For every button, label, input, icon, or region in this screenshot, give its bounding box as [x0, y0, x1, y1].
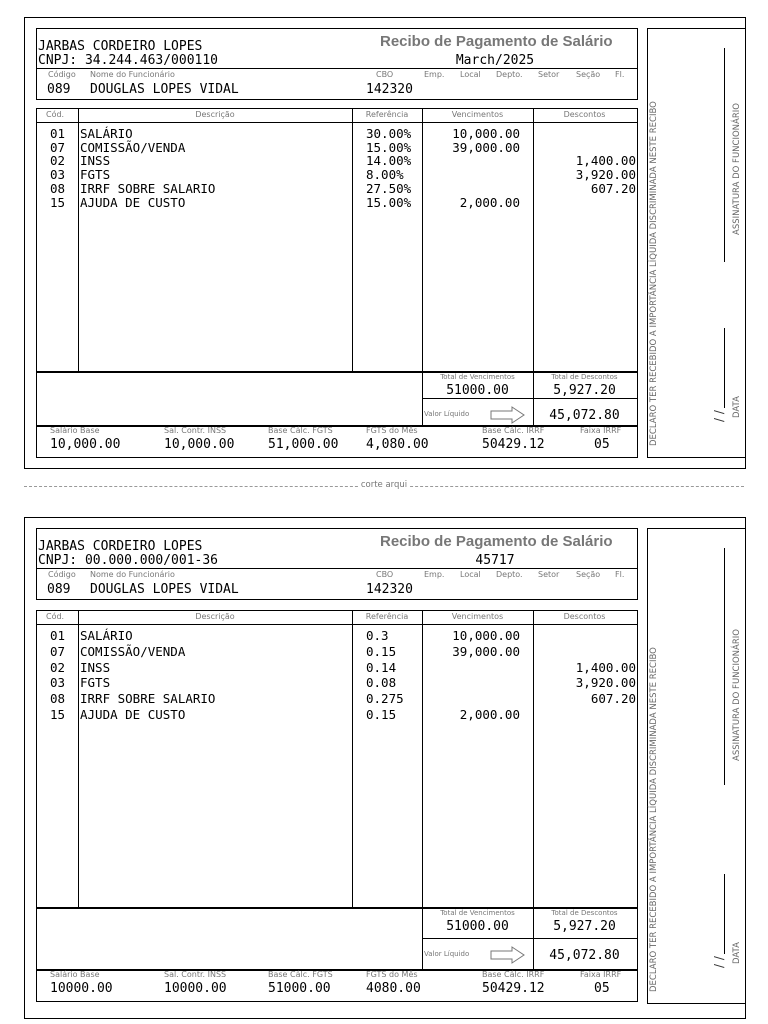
item-cod: 08 — [50, 180, 66, 196]
cut-label — [0, 480, 768, 490]
col-cod: Cód. — [46, 612, 65, 621]
items-column-rule — [533, 610, 534, 907]
cut-label-text: corte arqui — [360, 480, 408, 490]
item-referencia: 14.00% — [366, 153, 412, 169]
label-valor-liquido: Valor Líquido — [424, 410, 470, 418]
col-descricao: Descrição — [195, 110, 235, 119]
header-divider — [36, 68, 637, 69]
item-desconto — [535, 628, 636, 641]
employee-code: 089 — [47, 82, 71, 97]
declaro-text: DECLARO TER RECEBIDO A IMPORTÂNCIA LÍQUIDA DISCRIMINADA NESTE RECIBO — [649, 101, 659, 446]
totals-divider — [422, 398, 637, 399]
item-desconto: 1,400.00 — [575, 153, 636, 169]
declaro-text: DECLARO TER RECEBIDO A IMPORTÂNCIA LÍQUIDA DISCRIMINADA NESTE RECIBO — [649, 647, 659, 992]
item-desconto: 3,920.00 — [575, 167, 636, 183]
items-header-divider — [36, 122, 637, 123]
base-calc-fgts: 51,000.00 — [268, 437, 339, 452]
receipt-title: Recibo de Pagamento de Salário — [380, 533, 613, 550]
items-column-rule — [422, 108, 423, 371]
receipt-title: Recibo de Pagamento de Salário — [380, 33, 613, 50]
col-descricao: Descrição — [195, 612, 235, 621]
col-descontos: Descontos — [563, 110, 606, 119]
base-row-frame — [36, 969, 638, 1002]
arrow-right-icon — [490, 406, 526, 424]
items-column-rule — [352, 108, 353, 371]
item-descricao: FGTS — [80, 675, 111, 691]
item-desconto: 1,400.00 — [575, 659, 636, 675]
item-vencimento: 39,000.00 — [452, 139, 520, 155]
label-codigo: Código — [48, 570, 76, 579]
total-descontos: 5,927.20 — [553, 383, 616, 398]
pay-period: 45717 — [475, 553, 515, 568]
item-vencimento — [424, 660, 520, 673]
item-vencimento — [424, 167, 520, 180]
label-salario-base: Salário Base — [50, 970, 100, 979]
employee-code: 089 — [47, 582, 71, 597]
items-column-rule — [533, 108, 534, 371]
item-descricao: COMISSÃO/VENDA — [80, 139, 186, 155]
fgts-mes: 4,080.00 — [366, 437, 429, 452]
item-desconto — [535, 126, 636, 139]
item-referencia: 0.15 — [366, 707, 397, 722]
item-desconto: 3,920.00 — [575, 675, 636, 691]
valor-liquido: 45,072.80 — [549, 948, 620, 963]
total-descontos: 5,927.20 — [553, 919, 616, 934]
item-cod: 15 — [50, 194, 66, 210]
label-codigo: Código — [48, 70, 76, 79]
label-emp: Emp. — [424, 70, 445, 79]
employee-name: DOUGLAS LOPES VIDAL — [90, 582, 239, 597]
item-desconto — [535, 644, 636, 657]
label-base-calc-fgts: Base Cálc. FGTS — [268, 426, 333, 435]
col-vencimentos: Vencimentos — [451, 612, 504, 621]
label-cbo: CBO — [376, 70, 394, 79]
date-slashes: / / — [712, 410, 726, 422]
employee-name: DOUGLAS LOPES VIDAL — [90, 82, 239, 97]
item-cod: 02 — [50, 153, 66, 169]
label-valor-liquido: Valor Líquido — [424, 950, 470, 958]
item-descricao: INSS — [80, 659, 111, 675]
label-setor: Setor — [538, 570, 560, 579]
item-cod: 01 — [50, 628, 66, 643]
col-referencia: Referência — [365, 612, 409, 621]
item-descricao: SALÁRIO — [80, 126, 133, 141]
employee-cbo: 142320 — [366, 82, 413, 97]
base-calc-irrf: 50429.12 — [482, 437, 545, 452]
item-cod: 02 — [50, 659, 66, 675]
sal-contr-inss: 10000.00 — [164, 981, 227, 996]
item-cod: 01 — [50, 126, 66, 141]
cnpj: CNPJ: 00.000.000/001-36 — [38, 553, 219, 568]
label-total-venc: Total de Vencimentos — [440, 909, 515, 917]
faixa-irrf: 05 — [594, 437, 610, 452]
item-vencimento — [424, 691, 520, 704]
faixa-irrf: 05 — [594, 981, 610, 996]
item-descricao: IRRF SOBRE SALARIO — [80, 691, 216, 707]
item-desconto — [535, 140, 636, 153]
data-label: DATA — [732, 942, 742, 964]
totals-divider — [422, 938, 637, 939]
label-cbo: CBO — [376, 570, 394, 579]
item-referencia: 30.00% — [366, 126, 412, 141]
label-sal-contr-inss: Sal. Contr. INSS — [164, 970, 227, 979]
label-depto: Depto. — [496, 70, 523, 79]
item-referencia: 0.08 — [366, 675, 397, 691]
signature-panel-frame — [647, 28, 746, 458]
label-faixa-irrf: Faixa IRRF — [580, 426, 622, 435]
assinatura-label: ASSINATURA DO FUNCIONÁRIO — [732, 103, 742, 236]
item-descricao: COMISSÃO/VENDA — [80, 643, 186, 659]
item-desconto — [535, 707, 636, 720]
items-column-rule — [78, 108, 79, 371]
label-salario-base: Salário Base — [50, 426, 100, 435]
item-cod: 03 — [50, 167, 66, 183]
item-referencia: 8.00% — [366, 167, 404, 183]
label-fl: Fl. — [615, 70, 625, 79]
items-column-rule — [422, 610, 423, 907]
label-base-calc-irrf: Base Cálc. IRRF — [482, 426, 545, 435]
item-vencimento: 2,000.00 — [459, 194, 520, 210]
signature-panel-frame — [647, 528, 746, 1004]
item-referencia: 15.00% — [366, 139, 412, 155]
label-total-venc: Total de Vencimentos — [440, 373, 515, 381]
signature-line — [724, 548, 725, 785]
item-descricao: AJUDA DE CUSTO — [80, 194, 186, 210]
item-cod: 07 — [50, 139, 66, 155]
label-secao: Seção — [576, 70, 601, 79]
label-base-calc-fgts: Base Cálc. FGTS — [268, 970, 333, 979]
label-depto: Depto. — [496, 570, 523, 579]
item-vencimento: 2,000.00 — [459, 707, 520, 722]
salario-base: 10000.00 — [50, 981, 113, 996]
label-total-desc: Total de Descontos — [551, 373, 618, 381]
total-vencimentos: 51000.00 — [446, 919, 509, 934]
date-line — [724, 328, 725, 408]
item-cod: 08 — [50, 691, 66, 707]
item-vencimento: 10,000.00 — [452, 126, 520, 141]
label-base-calc-irrf: Base Cálc. IRRF — [482, 970, 545, 979]
item-referencia: 27.50% — [366, 180, 412, 196]
company-name: JARBAS CORDEIRO LOPES — [38, 539, 203, 554]
label-fl: Fl. — [615, 570, 625, 579]
item-desconto: 607.20 — [590, 691, 636, 707]
item-cod: 15 — [50, 707, 66, 722]
item-referencia: 0.14 — [366, 659, 397, 675]
col-cod: Cód. — [46, 110, 65, 119]
col-vencimentos: Vencimentos — [451, 110, 504, 119]
item-descricao: INSS — [80, 153, 111, 169]
company-name: JARBAS CORDEIRO LOPES — [38, 39, 203, 54]
label-local: Local — [460, 70, 481, 79]
item-cod: 03 — [50, 675, 66, 691]
date-line — [724, 874, 725, 954]
label-sal-contr-inss: Sal. Contr. INSS — [164, 426, 227, 435]
label-fgts-mes: FGTS do Mês — [366, 426, 418, 435]
item-cod: 07 — [50, 643, 66, 659]
items-column-rule — [78, 610, 79, 907]
item-descricao: AJUDA DE CUSTO — [80, 707, 186, 722]
label-secao: Seção — [576, 570, 601, 579]
signature-line — [724, 48, 725, 262]
employee-cbo: 142320 — [366, 582, 413, 597]
item-vencimento — [424, 181, 520, 194]
item-referencia: 0.15 — [366, 643, 397, 659]
assinatura-label: ASSINATURA DO FUNCIONÁRIO — [732, 628, 742, 761]
item-desconto — [535, 195, 636, 208]
item-referencia: 0.275 — [366, 691, 404, 707]
salario-base: 10,000.00 — [50, 437, 121, 452]
date-slashes: / / — [712, 956, 726, 968]
item-vencimento — [424, 153, 520, 166]
total-vencimentos: 51000.00 — [446, 383, 509, 398]
header-divider — [36, 568, 637, 569]
label-fgts-mes: FGTS do Mês — [366, 970, 418, 979]
item-vencimento: 39,000.00 — [452, 643, 520, 659]
label-total-desc: Total de Descontos — [551, 909, 618, 917]
items-header-divider — [36, 624, 637, 625]
arrow-right-icon — [490, 946, 526, 964]
label-emp: Emp. — [424, 570, 445, 579]
data-label: DATA — [732, 396, 742, 418]
label-nome: Nome do Funcionário — [90, 570, 175, 579]
label-faixa-irrf: Faixa IRRF — [580, 970, 622, 979]
base-calc-irrf: 50429.12 — [482, 981, 545, 996]
item-referencia: 15.00% — [366, 194, 412, 210]
col-descontos: Descontos — [563, 612, 606, 621]
base-calc-fgts: 51000.00 — [268, 981, 331, 996]
item-descricao: SALÁRIO — [80, 628, 133, 643]
label-nome: Nome do Funcionário — [90, 70, 175, 79]
item-referencia: 0.3 — [366, 628, 389, 643]
label-local: Local — [460, 570, 481, 579]
col-referencia: Referência — [365, 110, 409, 119]
item-vencimento: 10,000.00 — [452, 628, 520, 643]
fgts-mes: 4080.00 — [366, 981, 421, 996]
item-descricao: IRRF SOBRE SALARIO — [80, 180, 216, 196]
sal-contr-inss: 10,000.00 — [164, 437, 235, 452]
pay-period: March/2025 — [455, 53, 535, 68]
item-vencimento — [424, 675, 520, 688]
cnpj: CNPJ: 34.244.463/000110 — [38, 53, 219, 68]
label-setor: Setor — [538, 70, 560, 79]
valor-liquido: 45,072.80 — [549, 408, 620, 423]
items-column-rule — [352, 610, 353, 907]
item-descricao: FGTS — [80, 167, 111, 183]
item-desconto: 607.20 — [590, 180, 636, 196]
